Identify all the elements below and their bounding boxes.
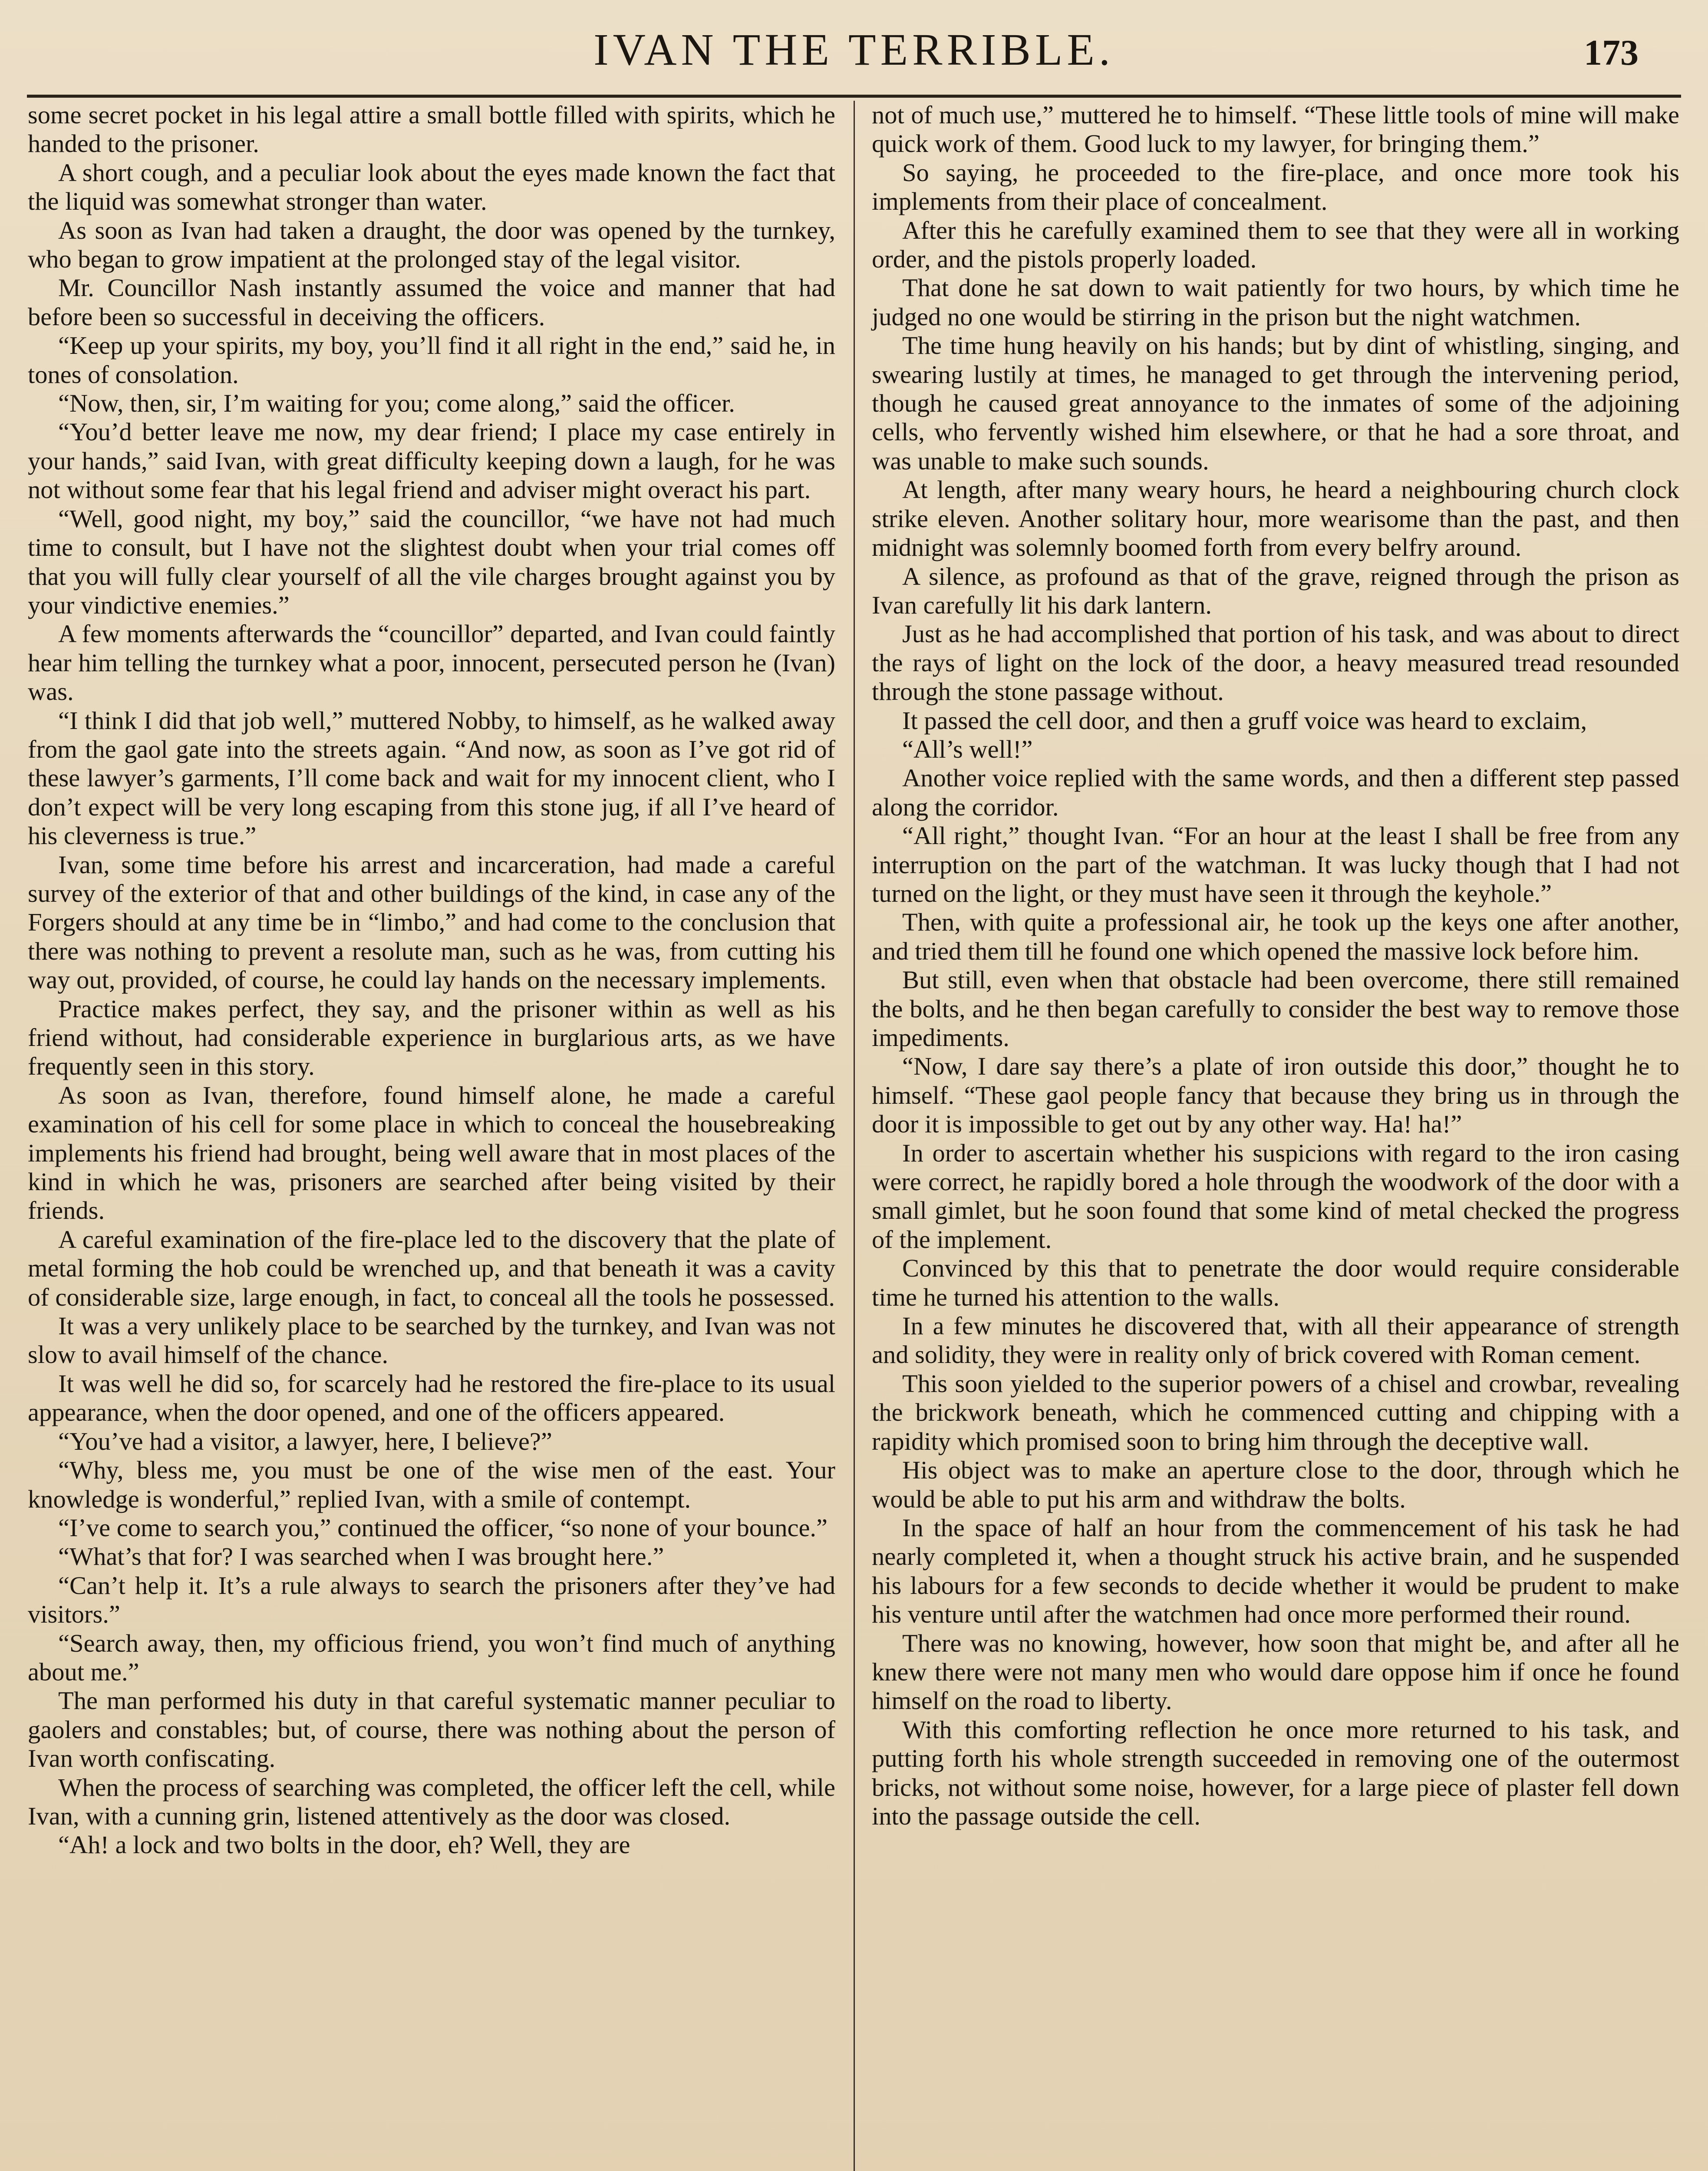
running-head: [0, 24, 1708, 89]
paragraph: “Ah! a lock and two bolts in the door, eh? Well, they are: [58, 1831, 630, 1859]
page-number: 173: [1584, 33, 1639, 73]
paragraph-continued: not of much use,” muttered he to himself. “These little tools of mine will make quick work of them. Good luck to my lawyer, for bringing them.”: [872, 101, 1679, 158]
paragraph: Ivan, some time before his arrest and incarceration, had made a careful survey of the exterior of that and other buildings of the kind, in case any of the Forgers should at any time be in “limbo,” and had come to the conclusion that there was nothing to prevent a resolute man, such as he was, from cutting his way out, provided, of course, he could lay hands on the necessary implements.: [28, 850, 835, 994]
paragraph: “Now, then, sir, I’m waiting for you; come along,” said the officer.: [58, 389, 735, 418]
paragraph: “Well, good night, my boy,” said the councillor, “we have not had much time to consult, but I have not the slightest doubt when your trial comes off that you will fully clear yourself of all the vile charges brought against you by your vindictive enemies.”: [28, 504, 835, 619]
paragraph: “Can’t help it. It’s a rule always to search the prisoners after they’ve had visitors.”: [28, 1571, 835, 1629]
paragraph: As soon as Ivan, therefore, found himself alone, he made a careful examination of his cell for some place in which to conceal the housebreaking implements his friend had brought, being well aware that in most places of the kind in which he was, prisoners are searched after being visited by their friends.: [28, 1081, 835, 1225]
paragraph: So saying, he proceeded to the fire-place, and once more took his implements from their place of concealment.: [872, 158, 1679, 216]
paragraph: In order to ascertain whether his suspicions with regard to the iron casing were correct, he rapidly bored a hole through the woodwork of the door with a small gimlet, but he soon found that some kind of metal checked the progress of the implement.: [872, 1138, 1679, 1254]
paragraph: Convinced by this that to penetrate the door would require considerable time he turned his attention to the walls.: [872, 1254, 1679, 1311]
paragraph: That done he sat down to wait patiently for two hours, by which time he judged no one would be stirring in the prison but the night watchmen.: [872, 274, 1679, 331]
paragraph: “Keep up your spirits, my boy, you’ll find it all right in the end,” said he, in tones of consolation.: [28, 331, 835, 389]
paragraph: In a few minutes he discovered that, with all their appearance of strength and solidity, they were in reality only of brick covered with Roman cement.: [872, 1312, 1679, 1369]
right-column: [872, 101, 1679, 2171]
paragraph: “I’ve come to search you,” continued the officer, “so none of your bounce.”: [58, 1513, 828, 1542]
paragraph: Another voice replied with the same words, and then a different step passed along the corridor.: [872, 764, 1679, 821]
paragraph: “What’s that for? I was searched when I was brought here.”: [58, 1542, 664, 1571]
column-divider: [854, 101, 855, 2171]
paragraph: It was well he did so, for scarcely had he restored the fire-place to its usual appearance, when the door opened, and one of the officers appeared.: [28, 1369, 835, 1427]
paragraph: It was a very unlikely place to be searched by the turnkey, and Ivan was not slow to avail himself of the chance.: [28, 1312, 835, 1369]
paragraph: His object was to make an aperture close to the door, through which he would be able to put his arm and withdraw the bolts.: [872, 1456, 1679, 1513]
paragraph: When the process of searching was completed, the officer left the cell, while Ivan, with a cunning grin, listened attentively as the door was closed.: [28, 1773, 835, 1830]
paragraph: As soon as Ivan had taken a draught, the door was opened by the turnkey, who began to grow impatient at the prolonged stay of the legal visitor.: [28, 216, 835, 274]
paragraph: A short cough, and a peculiar look about the eyes made known the fact that the liquid was somewhat stronger than water.: [28, 158, 835, 216]
paragraph: Practice makes perfect, they say, and the prisoner within as well as his friend without, had considerable experience in burglarious arts, as we have frequently seen in this story.: [28, 994, 835, 1081]
paragraph: “All’s well!”: [902, 735, 1033, 763]
paragraph: “All right,” thought Ivan. “For an hour at the least I shall be free from any interruption on the part of the watchman. It was lucky though that I had not turned on the light, or they must have seen it through the keyhole.”: [872, 822, 1679, 907]
paragraph: “Search away, then, my officious friend, you won’t find much of anything about me.”: [28, 1629, 835, 1686]
paragraph: It passed the cell door, and then a gruff voice was heard to exclaim,: [902, 706, 1587, 735]
paragraph: There was no knowing, however, how soon that might be, and after all he knew there were not many men who would dare oppose him if once he found himself on the road to liberty.: [872, 1629, 1679, 1715]
left-column: [28, 101, 835, 2171]
paragraph: At length, after many weary hours, he heard a neighbouring church clock strike eleven. Another solitary hour, more wearisome than the past, and then midnight was solemnly boomed forth from every belfry around.: [872, 475, 1679, 562]
paragraph: In the space of half an hour from the commencement of his task he had nearly completed it, when a thought struck his active brain, and he suspended his labours for a few seconds to decide whether it would be prudent to make his venture until after the watchmen had once more performed their round.: [872, 1513, 1679, 1629]
paragraph: Then, with quite a professional air, he took up the keys one after another, and tried them till he found one which opened the massive lock before him.: [872, 908, 1679, 965]
paragraph: The time hung heavily on his hands; but by dint of whistling, singing, and swearing lustily at times, he managed to get through the intervening period, though he caused great annoyance to the inmates of some of the adjoining cells, who fervently wished him elsewhere, or that he had a sore throat, and was unable to make such sounds.: [872, 331, 1679, 475]
paragraph: some secret pocket in his legal attire a small bottle filled with spirits, which he handed to the prisoner.: [28, 101, 835, 158]
paragraph: “Now, I dare say there’s a plate of iron outside this door,” thought he to himself. “These gaol people fancy that because they bring us in through the door it is impossible to get out by any other way. Ha! ha!”: [872, 1052, 1679, 1138]
paragraph: After this he carefully examined them to see that they were all in working order, and the pistols properly loaded.: [872, 216, 1679, 274]
paragraph: Mr. Councillor Nash instantly assumed the voice and manner that had before been so successful in deceiving the officers.: [28, 274, 835, 331]
paragraph: “I think I did that job well,” muttered Nobby, to himself, as he walked away from the gaol gate into the streets again. “And now, as soon as I’ve got rid of these lawyer’s garments, I’ll come back and wait for my innocent client, who I don’t expect will be very long escaping from this stone jug, if all I’ve heard of his cleverness is true.”: [28, 706, 835, 850]
paragraph: Just as he had accomplished that portion of his task, and was about to direct the rays of light on the lock of the door, a heavy measured tread resounded through the stone passage without.: [872, 620, 1679, 706]
paragraph: The man performed his duty in that careful systematic manner peculiar to gaolers and constables; but, of course, there was nothing about the person of Ivan worth confiscating.: [28, 1686, 835, 1773]
header-rule: [27, 95, 1681, 98]
paragraph: With this comforting reflection he once more returned to his task, and putting forth his whole strength succeeded in removing one of the outermost bricks, not without some noise, however, for a large piece of plaster fell down into the passage outside the cell.: [872, 1715, 1679, 1830]
page-title: IVAN THE TERRIBLE.: [594, 25, 1114, 75]
paragraph: This soon yielded to the superior powers of a chisel and crowbar, revealing the brickwork beneath, which he commenced cutting and chipping with a rapidity which promised soon to bring him through the deceptive wall.: [872, 1369, 1679, 1455]
paragraph: A silence, as profound as that of the grave, reigned through the prison as Ivan carefully lit his dark lantern.: [872, 562, 1679, 619]
paragraph: “Why, bless me, you must be one of the wise men of the east. Your knowledge is wonderful,” replied Ivan, with a smile of contempt.: [28, 1456, 835, 1513]
paragraph: “You’d better leave me now, my dear friend; I place my case entirely in your hands,” said Ivan, with great difficulty keeping down a laugh, for he was not without some fear that his legal friend and adviser might overact his part.: [28, 418, 835, 504]
paragraph: “You’ve had a visitor, a lawyer, here, I believe?”: [58, 1427, 552, 1455]
paragraph: But still, even when that obstacle had been overcome, there still remained the bolts, and he then began carefully to consider the best way to remove those impediments.: [872, 966, 1679, 1052]
paragraph: A careful examination of the fire-place led to the discovery that the plate of metal forming the hob could be wrenched up, and that beneath it was a cavity of considerable size, large enough, in fact, to conceal all the tools he possessed.: [28, 1225, 835, 1311]
paragraph: A few moments afterwards the “councillor” departed, and Ivan could faintly hear him telling the turnkey what a poor, innocent, persecuted person he (Ivan) was.: [28, 620, 835, 706]
